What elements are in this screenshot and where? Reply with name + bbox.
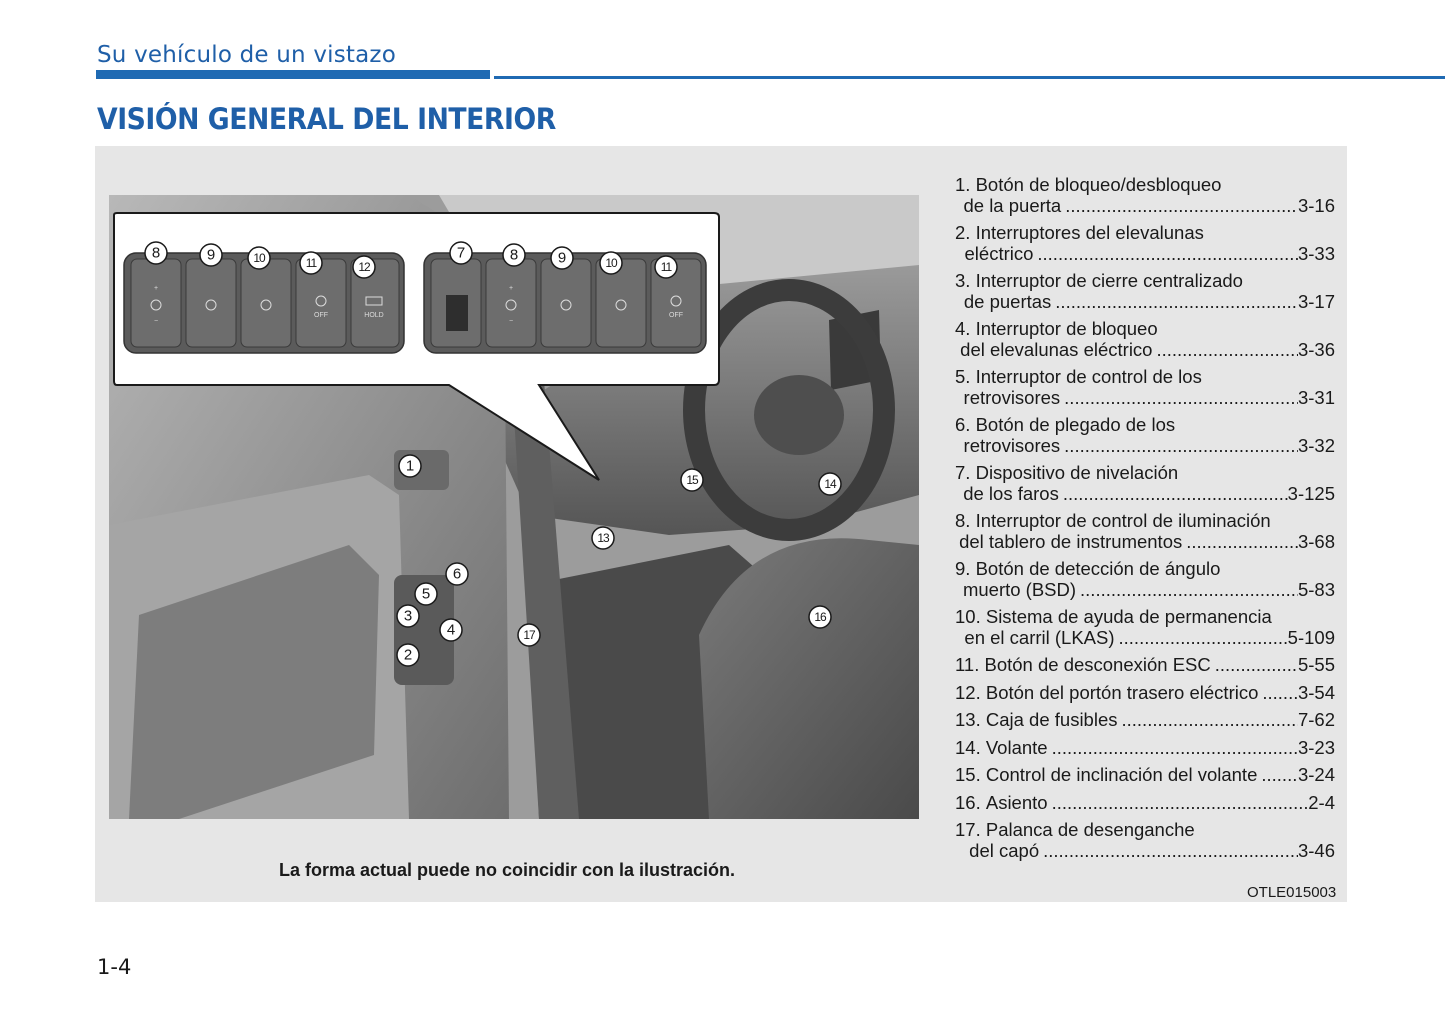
svg-text:10: 10 <box>253 251 265 265</box>
legend-item <box>955 819 1335 867</box>
legend-list <box>955 174 1335 867</box>
svg-text:9: 9 <box>206 246 216 264</box>
legend-item <box>955 222 1335 270</box>
legend-number: 1. <box>955 174 976 195</box>
legend-page-ref: 3-33 <box>1297 243 1335 264</box>
legend-number: 12. <box>955 681 986 703</box>
legend-text: Botón de desconexión ESC <box>984 654 1211 675</box>
legend-page-ref: 3-24 <box>1297 764 1335 785</box>
legend-text: Interruptor de control de iluminación <box>975 510 1271 531</box>
legend-text: Interruptor de bloqueo <box>975 318 1158 339</box>
svg-text:+: + <box>153 285 159 292</box>
callout-10-right <box>600 252 622 274</box>
legend-text: de la puerta <box>963 195 1062 216</box>
legend-number: 13. <box>955 709 986 730</box>
legend-text: eléctrico <box>964 243 1034 264</box>
legend-item <box>955 709 1335 737</box>
interior-illustration <box>109 195 919 819</box>
legend-leader <box>1257 764 1298 785</box>
legend-text: del capó <box>969 840 1040 861</box>
svg-text:10: 10 <box>605 256 617 270</box>
legend-number: 17. <box>955 819 986 840</box>
legend-page-ref: 3-32 <box>1297 435 1335 456</box>
callout-15 <box>681 469 703 491</box>
page-number: 1-4 <box>97 955 132 979</box>
legend-text: retrovisores <box>963 387 1061 408</box>
legend-number: 14. <box>955 736 986 758</box>
legend-page-ref: 5-83 <box>1297 579 1335 600</box>
legend-item <box>955 270 1335 318</box>
legend-leader <box>1039 840 1298 861</box>
legend-item <box>955 510 1335 558</box>
legend-item <box>955 764 1335 792</box>
svg-text:9: 9 <box>557 249 567 267</box>
legend-leader <box>1211 654 1298 675</box>
legend-leader <box>1061 195 1298 216</box>
legend-number: 11. <box>955 654 985 675</box>
legend-page-ref: 3-46 <box>1297 840 1335 861</box>
callout-4 <box>440 619 462 641</box>
callout-2 <box>397 644 419 666</box>
legend-page-ref: 3-16 <box>1297 195 1335 216</box>
legend-leader <box>1152 339 1298 360</box>
svg-text:4: 4 <box>446 621 456 639</box>
legend-number: 9. <box>955 558 976 579</box>
legend-leader <box>1048 737 1298 758</box>
legend-text: Asiento <box>985 791 1048 813</box>
svg-text:8: 8 <box>151 244 161 262</box>
callout-11-left <box>300 252 322 274</box>
callout-17 <box>518 624 540 646</box>
svg-text:6: 6 <box>452 565 462 583</box>
legend-number: 6. <box>955 414 976 435</box>
legend-number: 8. <box>955 510 976 531</box>
callout-16 <box>809 606 831 628</box>
svg-text:15: 15 <box>686 473 698 487</box>
svg-text:3: 3 <box>403 607 413 625</box>
legend-text: Sistema de ayuda de permanencia <box>985 606 1272 627</box>
legend-item <box>955 414 1335 462</box>
legend-text: Botón de plegado de los <box>975 414 1176 435</box>
legend-item <box>955 366 1335 414</box>
esc-off-label-right: OFF <box>669 312 683 319</box>
svg-text:8: 8 <box>509 246 519 264</box>
legend-item <box>955 682 1335 710</box>
callout-12-left <box>353 256 375 278</box>
legend-leader <box>1051 291 1298 312</box>
legend-leader <box>1182 531 1298 552</box>
legend-text: Control de inclinación del volante <box>985 764 1258 785</box>
legend-item <box>955 606 1335 654</box>
callout-8-left <box>145 242 167 264</box>
legend-page-ref: 3-23 <box>1297 736 1335 758</box>
callout-8-right <box>503 244 525 266</box>
svg-text:12: 12 <box>358 260 370 274</box>
tailgate-hold-label: HOLD <box>364 312 384 319</box>
callout-3 <box>397 605 419 627</box>
legend-text: Interruptores del elevalunas <box>975 222 1204 243</box>
legend-number: 16. <box>955 791 986 813</box>
legend-leader <box>1076 579 1298 600</box>
legend-number: 7. <box>955 462 976 483</box>
callout-13 <box>592 527 614 549</box>
legend-text: Botón de detección de ángulo <box>975 558 1221 579</box>
legend-leader <box>1059 483 1288 504</box>
header-rule-thick <box>96 70 490 79</box>
legend-item <box>955 792 1335 820</box>
callout-14 <box>819 473 841 495</box>
legend-item <box>955 462 1335 510</box>
callout-5 <box>415 583 437 605</box>
legend-number: 3. <box>955 270 976 291</box>
legend-text: Palanca de desenganche <box>985 819 1195 840</box>
page-heading: VISIÓN GENERAL DEL INTERIOR <box>97 102 556 136</box>
legend-item <box>955 654 1335 682</box>
svg-text:14: 14 <box>824 477 836 491</box>
legend-leader <box>1048 792 1309 813</box>
legend-number: 10. <box>955 606 986 627</box>
legend-text: Volante <box>985 736 1048 758</box>
svg-text:16: 16 <box>814 610 826 624</box>
legend-page-ref: 3-17 <box>1297 291 1335 312</box>
callout-1 <box>399 455 421 477</box>
callout-7-right <box>450 242 472 264</box>
callout-11-right <box>655 256 677 278</box>
legend-number: 15. <box>955 764 986 785</box>
section-title: Su vehículo de un vistazo <box>97 42 396 68</box>
legend-number: 5. <box>955 366 976 387</box>
svg-text:13: 13 <box>597 531 609 545</box>
legend-text: del tablero de instrumentos <box>959 531 1183 552</box>
legend-page-ref: 7-62 <box>1297 709 1335 730</box>
legend-page-ref: 3-36 <box>1297 339 1335 360</box>
legend-leader <box>1115 627 1288 648</box>
esc-off-label: OFF <box>314 312 328 319</box>
legend-text: del elevalunas eléctrico <box>960 339 1153 360</box>
legend-item <box>955 558 1335 606</box>
svg-text:11: 11 <box>305 256 317 270</box>
svg-text:1: 1 <box>405 457 415 475</box>
legend-number: 4. <box>955 318 976 339</box>
legend-text: de puertas <box>963 291 1052 312</box>
legend-page-ref: 5-55 <box>1297 654 1335 675</box>
legend-text: de los faros <box>963 483 1059 504</box>
callout-9-left <box>200 244 222 266</box>
callout-10-left <box>248 247 270 269</box>
svg-text:−: − <box>508 318 514 325</box>
legend-text: retrovisores <box>963 435 1061 456</box>
legend-leader <box>1033 243 1298 264</box>
svg-text:+: + <box>508 285 514 292</box>
legend-page-ref: 3-31 <box>1297 387 1335 408</box>
svg-text:2: 2 <box>403 646 413 664</box>
legend-item <box>955 318 1335 366</box>
legend-number: 2. <box>955 222 976 243</box>
legend-text: Botón del portón trasero eléctrico <box>985 681 1259 703</box>
legend-text: Interruptor de control de los <box>975 366 1202 387</box>
legend-page-ref: 3-54 <box>1297 681 1335 703</box>
svg-text:−: − <box>153 318 159 325</box>
legend-text: Dispositivo de nivelación <box>975 462 1179 483</box>
legend-leader <box>1258 682 1298 703</box>
legend-leader <box>1118 709 1298 730</box>
callout-6 <box>446 563 468 585</box>
callout-9-right <box>551 247 573 269</box>
legend-page-ref: 5-109 <box>1287 627 1335 648</box>
svg-text:11: 11 <box>660 260 672 274</box>
svg-text:5: 5 <box>421 585 431 603</box>
legend-page-ref: 3-125 <box>1287 483 1335 504</box>
legend-item <box>955 174 1335 222</box>
legend-item <box>955 737 1335 765</box>
legend-text: Interruptor de cierre centralizado <box>975 270 1243 291</box>
svg-text:7: 7 <box>456 244 466 262</box>
legend-text: Botón de bloqueo/desbloqueo <box>975 174 1222 195</box>
header-rule-thin <box>494 76 1445 79</box>
figure-caption: La forma actual puede no coincidir con la ilustración. <box>278 860 736 880</box>
legend-leader <box>1060 435 1298 456</box>
legend-leader <box>1060 387 1298 408</box>
legend-text: Caja de fusibles <box>985 709 1118 730</box>
legend-page-ref: 2-4 <box>1308 791 1335 813</box>
svg-text:17: 17 <box>523 628 535 642</box>
legend-text: muerto (BSD) <box>962 579 1077 600</box>
legend-text: en el carril (LKAS) <box>964 627 1115 648</box>
figure-code: OTLE015003 <box>1247 884 1337 901</box>
legend-page-ref: 3-68 <box>1297 531 1335 552</box>
